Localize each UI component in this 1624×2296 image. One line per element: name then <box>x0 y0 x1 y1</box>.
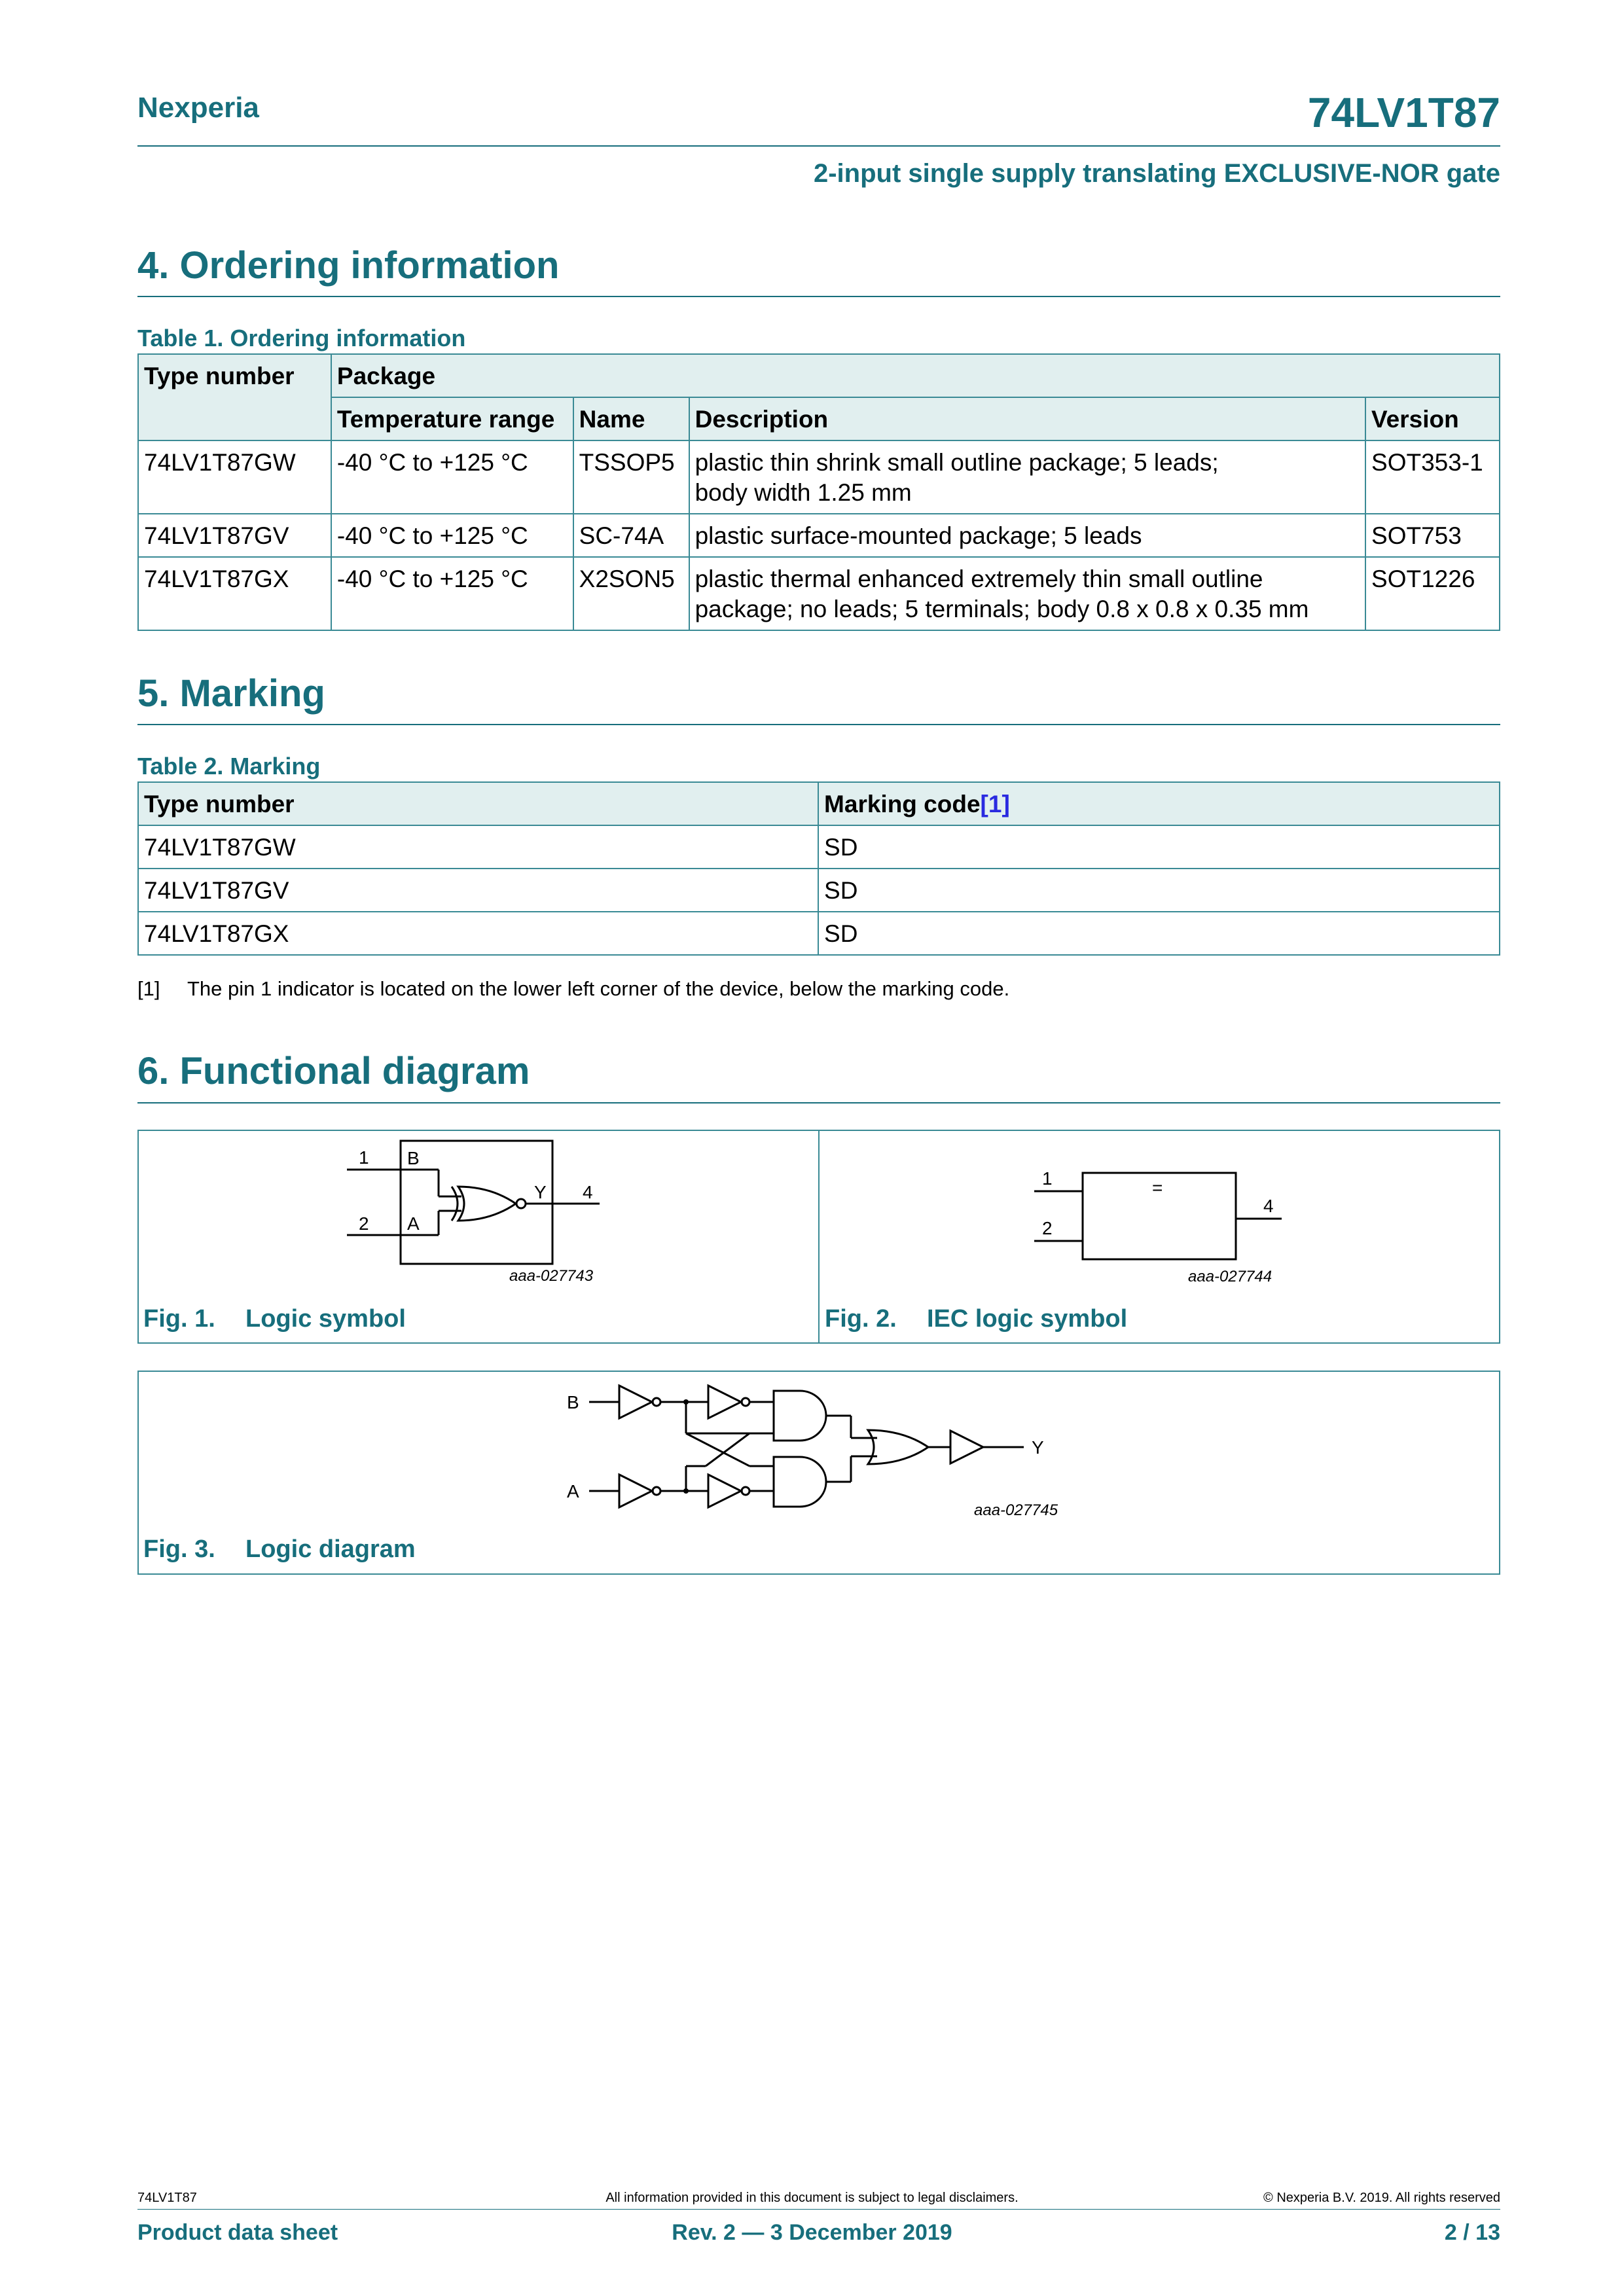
footnote-marker: [1] <box>137 977 160 1000</box>
header-version: Version <box>1365 397 1500 440</box>
cell-temp: -40 °C to +125 °C <box>331 514 573 557</box>
cell-temp: -40 °C to +125 °C <box>331 440 573 514</box>
output-number: 4 <box>1263 1196 1274 1216</box>
cell-code: SD <box>818 825 1500 869</box>
output-number: 4 <box>583 1182 593 1202</box>
figure-number: Fig. 3. <box>143 1535 215 1563</box>
desc-line: package; no leads; 5 terminals; body 0.8 x 0.8 x 0.35 mm <box>695 596 1309 622</box>
cell-type: 74LV1T87GX <box>138 557 331 630</box>
footer-disclaimer: All information provided in this document is subject to legal disclaimers. <box>605 2191 1019 2205</box>
marking-table <box>137 781 1500 956</box>
table-caption-marking: Table 2. Marking <box>137 753 321 780</box>
figure-1-caption <box>143 1305 406 1333</box>
cell-description <box>689 557 1365 630</box>
brand-name: Nexperia <box>137 92 259 124</box>
logic-symbol-diagram <box>347 1136 635 1286</box>
table-row <box>138 869 1500 912</box>
cell-type: 74LV1T87GX <box>138 912 818 955</box>
footnote <box>137 977 1009 1001</box>
section-rule <box>137 1102 1500 1103</box>
table-row <box>138 440 1500 514</box>
cell-code: SD <box>818 912 1500 955</box>
footer-doc-type: Product data sheet <box>137 2220 338 2245</box>
input-1-number: 1 <box>1042 1168 1053 1189</box>
header-type-number: Type number <box>138 782 818 825</box>
cell-type: 74LV1T87GW <box>138 440 331 514</box>
iec-logic-symbol-diagram <box>1034 1165 1290 1286</box>
ordering-table <box>137 353 1500 631</box>
footer-page-number: 2 / 13 <box>1444 2220 1500 2245</box>
logic-diagram <box>563 1378 1087 1522</box>
desc-line: plastic thin shrink small outline package; 5 leads; <box>695 449 1219 476</box>
figure-title: Logic symbol <box>245 1305 406 1333</box>
header-name: Name <box>573 397 689 440</box>
desc-line: body width 1.25 mm <box>695 479 912 506</box>
table-row <box>138 514 1500 557</box>
figure-title: Logic diagram <box>245 1535 416 1563</box>
cell-type: 74LV1T87GW <box>138 825 818 869</box>
pin-b-number: 1 <box>359 1147 369 1168</box>
table-row <box>138 912 1500 955</box>
pin-a-number: 2 <box>359 1213 369 1234</box>
header-type-number: Type number <box>138 354 331 440</box>
output-label: Y <box>1032 1437 1044 1458</box>
desc-line: plastic thermal enhanced extremely thin small outline <box>695 565 1263 592</box>
cell-code: SD <box>818 869 1500 912</box>
footer-part-number: 74LV1T87 <box>137 2191 197 2205</box>
section-title-ordering: 4. Ordering information <box>137 244 560 287</box>
cell-temp: -40 °C to +125 °C <box>331 557 573 630</box>
output-label: Y <box>534 1182 547 1202</box>
input-b-label: B <box>567 1392 579 1412</box>
cell-type: 74LV1T87GV <box>138 514 331 557</box>
table-row <box>138 557 1500 630</box>
cell-name: SC-74A <box>573 514 689 557</box>
marking-code-label: Marking code <box>824 791 981 817</box>
figure-title: IEC logic symbol <box>927 1305 1128 1333</box>
pin-b-label: B <box>407 1148 420 1168</box>
pin-a-label: A <box>407 1213 420 1234</box>
cell-name: X2SON5 <box>573 557 689 630</box>
figure-divider <box>818 1130 820 1344</box>
figure-number: Fig. 2. <box>825 1305 897 1333</box>
section-rule <box>137 296 1500 297</box>
cell-version: SOT1226 <box>1365 557 1500 630</box>
cell-type: 74LV1T87GV <box>138 869 818 912</box>
table-row <box>138 825 1500 869</box>
table-caption-ordering: Table 1. Ordering information <box>137 325 466 351</box>
part-number: 74LV1T87 <box>1307 89 1500 136</box>
desc-line: plastic surface-mounted package; 5 leads <box>695 522 1142 549</box>
cell-version: SOT753 <box>1365 514 1500 557</box>
figure-reference: aaa-027745 <box>974 1501 1058 1519</box>
section-title-marking: 5. Marking <box>137 672 325 715</box>
footer-revision: Rev. 2 — 3 December 2019 <box>672 2220 952 2245</box>
input-a-label: A <box>567 1481 579 1501</box>
header-temperature: Temperature range <box>331 397 573 440</box>
header-rule <box>137 145 1500 147</box>
section-title-functional: 6. Functional diagram <box>137 1050 530 1092</box>
document-subtitle: 2-input single supply translating EXCLUSIVE-NOR gate <box>813 159 1500 188</box>
figure-reference: aaa-027744 <box>1188 1268 1272 1285</box>
cell-description <box>689 440 1365 514</box>
figure-3-caption <box>143 1535 416 1564</box>
header-package: Package <box>331 354 1500 397</box>
figure-2-caption <box>825 1305 1127 1333</box>
cell-version: SOT353-1 <box>1365 440 1500 514</box>
header-description: Description <box>689 397 1365 440</box>
figure-number: Fig. 1. <box>143 1305 215 1333</box>
section-rule <box>137 724 1500 725</box>
cell-name: TSSOP5 <box>573 440 689 514</box>
footnote-text: The pin 1 indicator is located on the lower left corner of the device, below the marking code. <box>187 977 1010 1000</box>
footnote-link[interactable]: [1] <box>980 791 1010 817</box>
figure-reference: aaa-027743 <box>509 1267 594 1285</box>
cell-description <box>689 514 1365 557</box>
footer-rule <box>137 2209 1500 2210</box>
footer-copyright: © Nexperia B.V. 2019. All rights reserved <box>1263 2191 1500 2205</box>
header-marking-code <box>818 782 1500 825</box>
input-2-number: 2 <box>1042 1218 1053 1238</box>
iec-function-symbol: = <box>1152 1177 1163 1198</box>
